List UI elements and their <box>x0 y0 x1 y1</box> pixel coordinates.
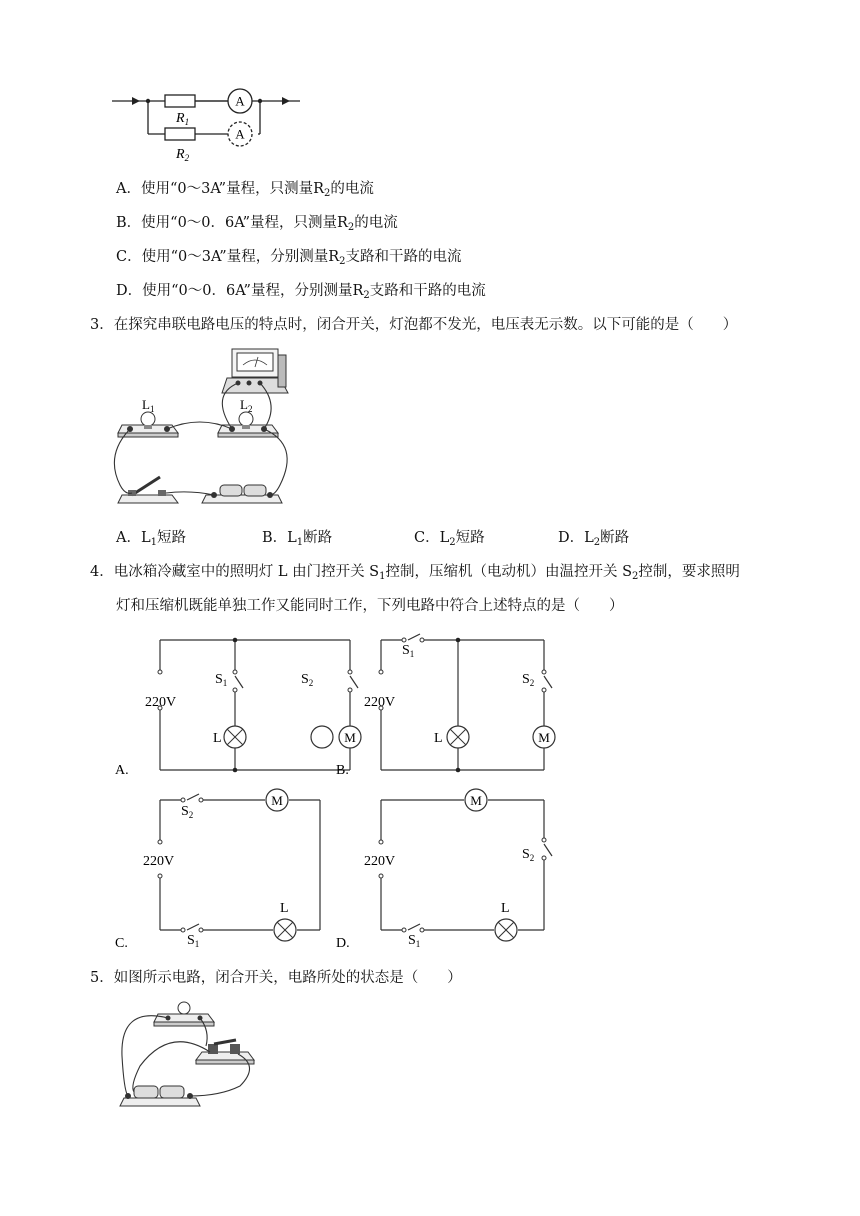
circuit-a[interactable] <box>115 630 355 780</box>
s2-label: $S_2$ <box>522 672 535 688</box>
s2-label: $S_2$ <box>522 847 535 863</box>
ammeter-label-2: A <box>235 126 245 142</box>
q2-option-a[interactable]: A．使用“0～3A”量程，只测量$R_2$的电流 <box>116 181 374 199</box>
q3-option-d[interactable]: D．$L_2$断路 <box>558 530 630 548</box>
series-circuit-photo-figure <box>110 345 310 515</box>
s2-label: $S_2$ <box>181 804 194 820</box>
q4-stem-line2: 灯和压缩机既能单独工作又能同时工作，下列电路中符合上述特点的是（ ） <box>116 598 624 614</box>
l1-label: $L_1$ <box>142 397 155 414</box>
lamp-label: L <box>434 731 443 746</box>
option-label-b: B. <box>336 763 349 778</box>
lamp-label: L <box>501 901 510 916</box>
voltage-label: 220V <box>145 695 177 710</box>
q3-option-c[interactable]: C．$L_2$短路 <box>414 530 485 548</box>
parallel-resistor-figure <box>110 84 320 169</box>
q2-option-b[interactable]: B．使用“0～0．6A”量程，只测量$R_2$的电流 <box>116 215 398 233</box>
voltage-label: 220V <box>143 854 175 869</box>
option-label-c: C. <box>115 936 128 951</box>
q2-option-c[interactable]: C．使用“0～3A”量程，分别测量$R_2$支路和干路的电流 <box>116 249 462 267</box>
option-label-d: D. <box>336 936 350 951</box>
s1-label: $S_1$ <box>402 643 415 659</box>
s1-label: $S_1$ <box>187 933 200 949</box>
motor-label: M <box>470 793 482 808</box>
motor-label: M <box>538 730 550 745</box>
q3-option-a[interactable]: A．$L_1$短路 <box>116 530 186 548</box>
option-label-a: A. <box>115 763 129 778</box>
ammeter-label: A <box>235 93 245 109</box>
q3-stem: 3．在探究串联电路电压的特点时，闭合开关，灯泡都不发光，电压表无示数。以下可能的是（ ） <box>90 317 738 333</box>
motor-label: M <box>344 730 356 745</box>
circuit-c[interactable] <box>115 790 355 950</box>
q2-option-d[interactable]: D．使用“0～0．6A”量程，分别测量$R_2$支路和干路的电流 <box>116 283 486 301</box>
voltage-label: 220V <box>364 854 396 869</box>
voltage-label: 220V <box>364 695 396 710</box>
lamp-label: L <box>280 901 289 916</box>
s2-label: $S_2$ <box>301 672 314 688</box>
circuit-b[interactable] <box>336 630 576 780</box>
circuit-d[interactable] <box>336 790 576 950</box>
s1-label: $S_1$ <box>215 672 228 688</box>
motor-label: M <box>271 793 283 808</box>
lamp-label: L <box>213 731 222 746</box>
s1-label: $S_1$ <box>408 933 421 949</box>
r1-label: $R_1$ <box>176 111 190 127</box>
q4-stem-line1: 4．电冰箱冷藏室中的照明灯 L 由门控开关 $S_1$控制，压缩机（电动机）由温控开关 $S_2$控制，要求照明 <box>90 564 740 582</box>
q5-stem: 5．如图所示电路，闭合开关，电路所处的状态是（ ） <box>90 970 462 986</box>
q3-option-b[interactable]: B．$L_1$断路 <box>262 530 333 548</box>
l2-label: $L_2$ <box>240 397 253 414</box>
r2-label: $R_2$ <box>176 147 190 163</box>
q5-circuit-photo-figure <box>110 996 270 1111</box>
